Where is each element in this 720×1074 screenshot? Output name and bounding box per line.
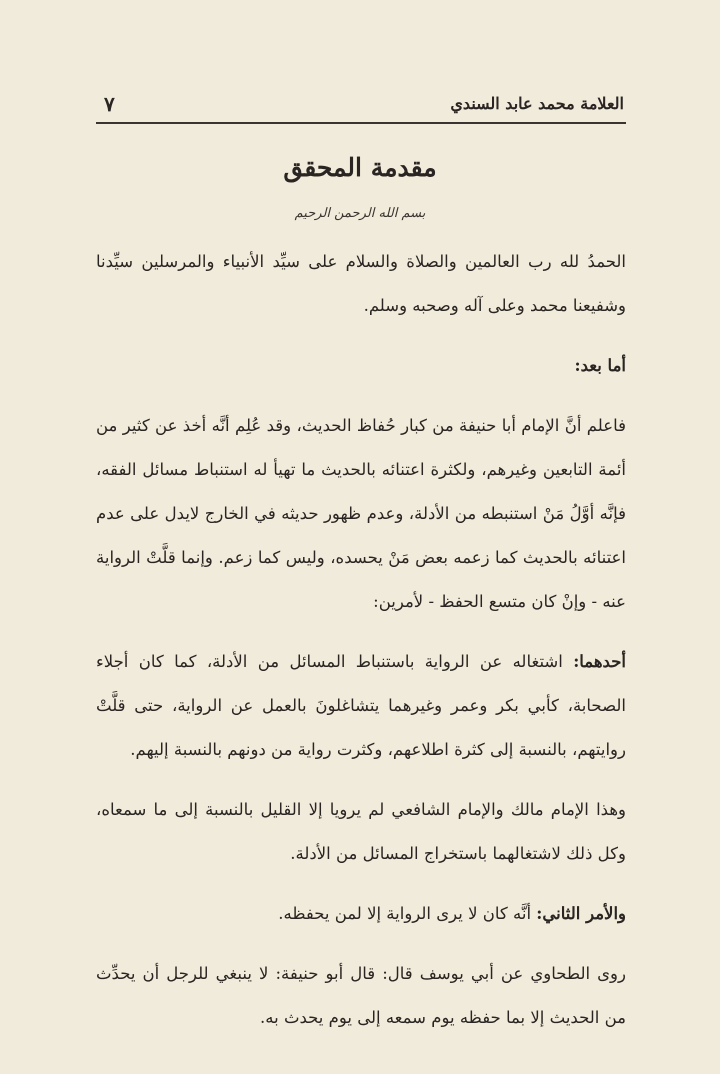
paragraph-opening: الحمدُ لله رب العالمين والصلاة والسلام على سيِّد الأنبياء والمرسلين سيِّدنا وشفيعنا محمد وعلى آله وصحبه وسلم.	[96, 252, 626, 315]
paragraph-main: فاعلم أنَّ الإمام أبا حنيفة من كبار حُفاظ الحديث، وقد عُلِم أنَّه أخذ عن كثير من أئمة التابعين وغيرهم، ولكثرة اعتنائه بالحديث ما تهيأ له استنباط مسائل الفقه، فإنَّه أوَّلُ مَنْ استنبطه من الأدلة، وعدم ظهور حديثه في الخارج لايدل على عدم اعتنائه بالحديث كما زعمه بعض مَنْ يحسده، وليس كما زعم. وإنما قلَّتْ الرواية عنه - وإنْ كان متسع الحفظ - لأمرين:	[96, 416, 626, 611]
paragraph-second-reason	[96, 892, 626, 936]
body-text	[96, 240, 626, 1056]
paragraph-amma-bad: أما بعد:	[574, 356, 626, 375]
paragraph-malik-shafii: وهذا الإمام مالك والإمام الشافعي لم يرويا إلا القليل بالنسبة إلى ما سمعاه، وكل ذلك لاشتغالهما باستخراج المسائل من الأدلة.	[96, 800, 626, 863]
basmala-calligraphy: بسم الله الرحمن الرحيم	[294, 206, 426, 221]
second-reason-label: والأمر الثاني:	[536, 904, 626, 923]
page-number: ٧	[104, 92, 115, 116]
page-header	[96, 92, 626, 124]
chapter-title: مقدمة المحقق	[283, 153, 437, 182]
paragraph-tahawi: روى الطحاوي عن أبي يوسف قال: قال أبو حنيفة: لا ينبغي للرجل أن يحدِّث من الحديث إلا بما حفظه يوم سمعه إلى يوم يحدث به.	[96, 964, 626, 1027]
running-title: العلامة محمد عابد السندي	[450, 94, 624, 113]
first-reason-text: اشتغاله عن الرواية باستنباط المسائل من الأدلة، كما كان أجلاء الصحابة، كأبي بكر وعمر وغيرهما يتشاغلونَ بالعمل عن الرواية، حتى قلَّتْ روايتهم، بالنسبة إلى كثرة اطلاعهم، وكثرت رواية من دونهم بالنسبة إليهم.	[96, 652, 626, 759]
paragraph-first-reason	[96, 640, 626, 772]
first-reason-label: أحدهما:	[573, 652, 626, 671]
second-reason-text: أنَّه كان لا يرى الرواية إلا لمن يحفظه.	[278, 904, 532, 923]
